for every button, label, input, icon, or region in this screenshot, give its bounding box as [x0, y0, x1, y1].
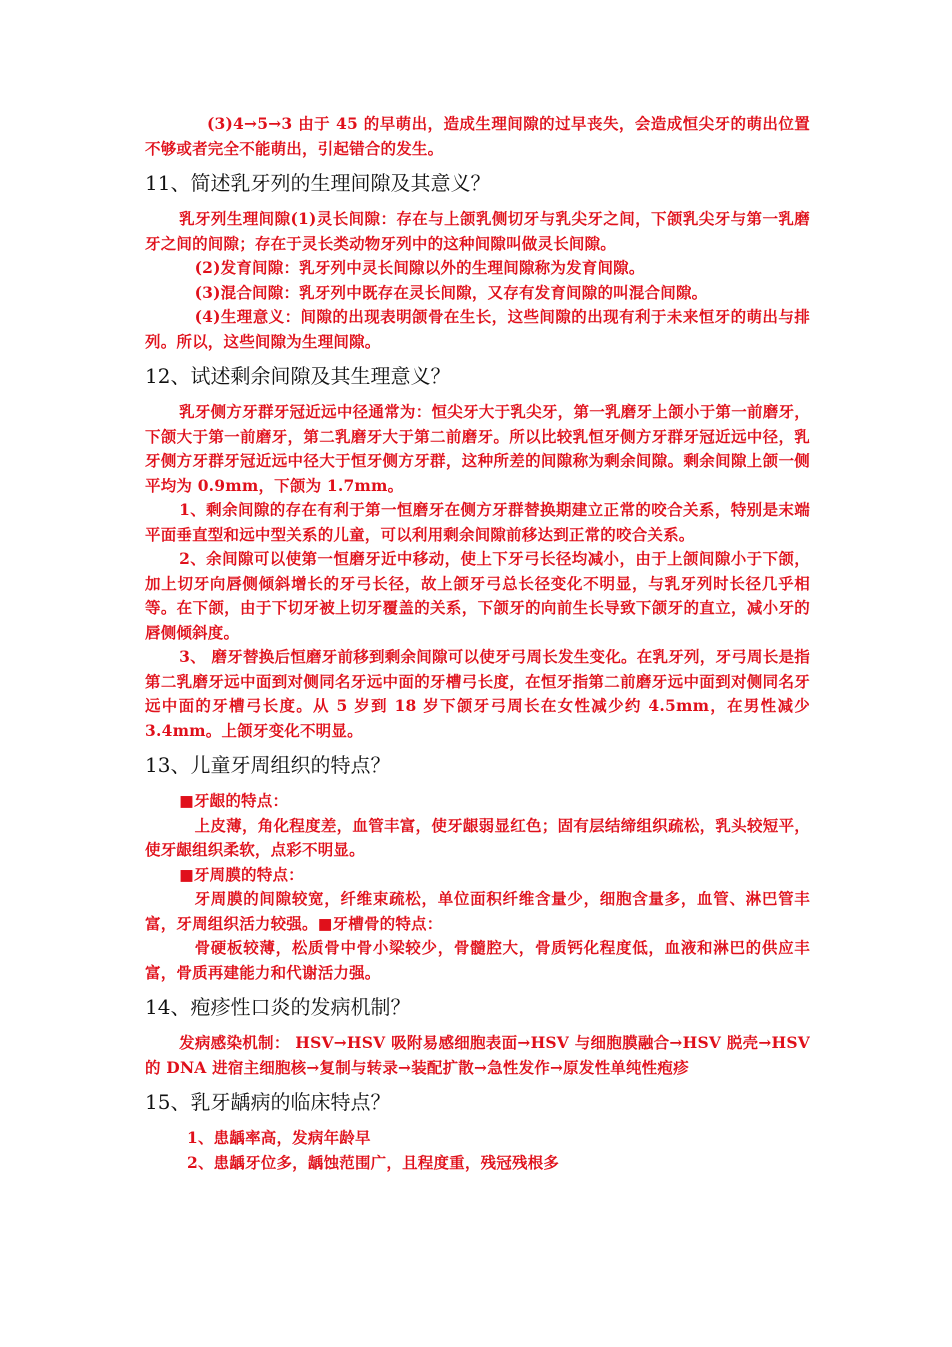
question-title: 11、简述乳牙列的生理间隙及其意义？ — [145, 171, 491, 195]
question-title: 12、试述剩余间隙及其生理意义？ — [145, 364, 451, 388]
question-12 — [145, 362, 810, 743]
question-15 — [145, 1088, 810, 1175]
list-item: 2、患龋牙位多，龋蚀范围广，且程度重，残冠残根多 — [187, 1152, 560, 1172]
answer-subheading: ■牙龈的特点： — [179, 791, 289, 810]
question-title: 15、乳牙龋病的临床特点？ — [145, 1090, 391, 1114]
question-title: 13、儿童牙周组织的特点？ — [145, 753, 391, 777]
answer-paragraph: 1、剩余间隙的存在有利于第一恒磨牙在侧方牙群替换期建立正常的咬合关系，特别是末端平面垂直型和远中型关系的儿童，可以利用剩余间隙前移达到正常的咬合关系。 — [145, 500, 810, 544]
list-item: 1、患龋率高，发病年龄早 — [187, 1128, 371, 1147]
question-13 — [145, 751, 810, 985]
question-14 — [145, 993, 810, 1080]
answer-paragraph: 2、余间隙可以使第一恒磨牙近中移动，使上下牙弓长径均减小，由于上颌间隙小于下颌，加上切牙向唇侧倾斜增长的牙弓长径，故上颌牙弓总长径变化不明显，与乳牙列时长径几乎相等。在下颌，由于下切牙被上切牙覆盖的关系，下颌牙的向前生长导致下颌牙的直立，减小牙的唇侧倾斜度。 — [145, 549, 810, 642]
answer-paragraph: 牙周膜的间隙较宽，纤维束疏松，单位面积纤维含量少，细胞含量多，血管、淋巴管丰富，牙周组织活力较强。■牙槽骨的特点： — [145, 889, 810, 933]
answer-paragraph: 骨硬板较薄，松质骨中骨小梁较少，骨髓腔大，骨质钙化程度低，血液和淋巴的供应丰富，骨质再建能力和代谢活力强。 — [145, 938, 810, 982]
answer-paragraph: 3、 磨牙替换后恒磨牙前移到剩余间隙可以使牙弓周长发生变化。在乳牙列，牙弓周长是指第二乳磨牙远中面到对侧同名牙远中面的牙槽弓长度，在恒牙指第二前磨牙远中面到对侧同名牙远中面的牙槽弓长度。从 5 岁到 18 岁下颌牙弓周长在女性减少约 4.5mm，在男性减少 3.4mm。上颌牙变化不明显。 — [145, 647, 810, 740]
answer-paragraph: (4)生理意义：间隙的出现表明颌骨在生长，这些间隙的出现有利于未来恒牙的萌出与排列。所以，这些间隙为生理间隙。 — [145, 307, 810, 351]
answer-paragraph: (3)混合间隙：乳牙列中既存在灵长间隙，又存有发育间隙的叫混合间隙。 — [194, 282, 708, 302]
answer-paragraph: 上皮薄，角化程度差，血管丰富，使牙龈弱显红色；固有层结缔组织疏松，乳头较短平，使牙龈组织柔软，点彩不明显。 — [145, 815, 810, 859]
answer-paragraph: 发病感染机制： HSV→HSV 吸附易感细胞表面→HSV 与细胞膜融合→HSV 脱壳→HSV 的 DNA 进宿主细胞核→复制与转录→装配扩散→急性发作→原发性单纯性疱疹 — [145, 1033, 810, 1077]
question-11 — [145, 169, 810, 354]
answer-paragraph: 乳牙侧方牙群牙冠近远中径通常为：恒尖牙大于乳尖牙，第一乳磨牙上颌小于第一前磨牙，下颌大于第一前磨牙，第二乳磨牙大于第二前磨牙。所以比较乳恒牙侧方牙群牙冠近远中径，乳牙侧方牙群牙冠近远中径大于恒牙侧方牙群，这种所差的间隙称为剩余间隙。剩余间隙上颌一侧平均为 0.9mm，下颌为 1.7mm。 — [145, 402, 810, 495]
answer-paragraph: (2)发育间隙：乳牙列中灵长间隙以外的生理间隙称为发育间隙。 — [194, 258, 645, 277]
answer-paragraph: (3)4→5→3 由于 45 的早萌出，造成生理间隙的过早丧失，会造成恒尖牙的萌出位置不够或者完全不能萌出，引起错合的发生。 — [145, 114, 810, 158]
answer-paragraph: 乳牙列生理间隙(1)灵长间隙：存在与上颌乳侧切牙与乳尖牙之间，下颌乳尖牙与第一乳磨牙之间的间隙；存在于灵长类动物牙列中的这种间隙叫做灵长间隙。 — [145, 209, 810, 253]
question-title: 14、疱疹性口炎的发病机制？ — [145, 995, 411, 1019]
document-page — [145, 112, 810, 1175]
answer-subheading: ■牙周膜的特点： — [179, 864, 304, 884]
q10-tail-answer — [145, 112, 810, 161]
